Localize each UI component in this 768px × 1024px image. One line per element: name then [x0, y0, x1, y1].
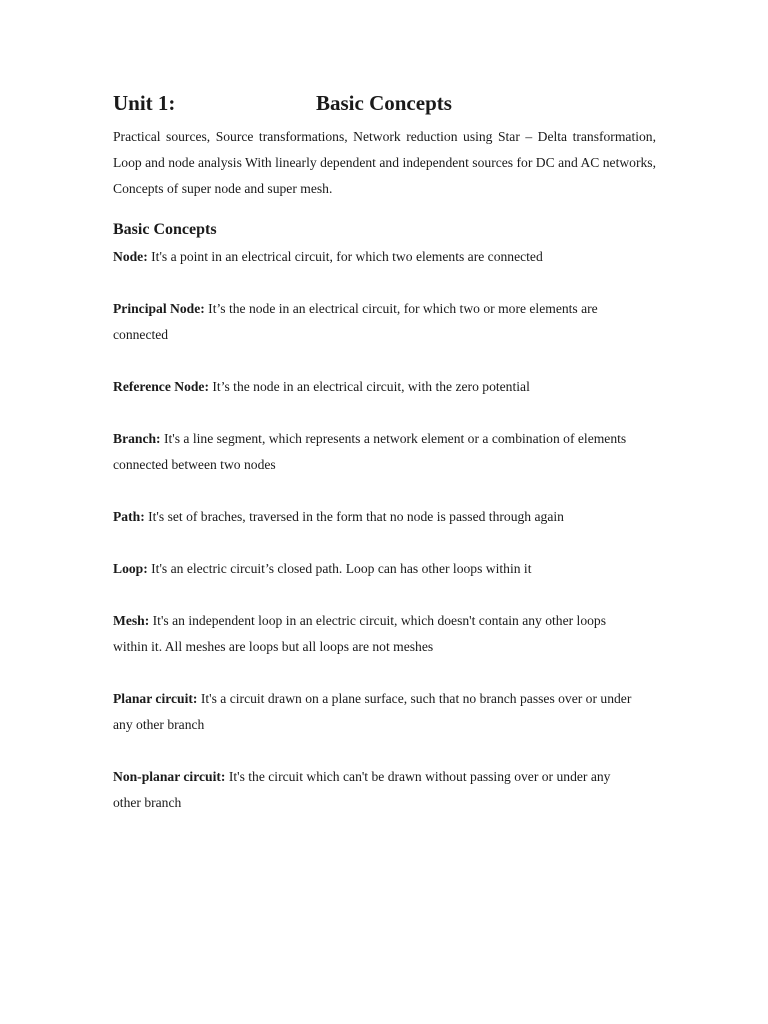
definition-mesh [113, 608, 633, 660]
definition-text: It's a line segment, which represents a network element or a combination of elements connected between two nodes [113, 431, 627, 472]
definition-term: Node: [113, 249, 148, 264]
definition-path [113, 504, 633, 530]
definition-term: Branch: [113, 431, 161, 446]
definition-term: Non-planar circuit: [113, 769, 226, 784]
unit-heading [113, 88, 656, 122]
definition-text: It’s the node in an electrical circuit, with the zero potential [212, 379, 530, 394]
definition-text: It's an independent loop in an electric circuit, which doesn't contain any other loops within it. All meshes are loops but all loops are not meshes [113, 613, 607, 654]
definition-loop [113, 556, 633, 582]
section-heading: Basic Concepts [113, 221, 217, 238]
definition-non-planar-circuit [113, 764, 633, 816]
unit-title: Basic Concepts [316, 91, 452, 115]
definition-term: Reference Node: [113, 379, 209, 394]
definition-reference-node [113, 374, 633, 400]
definition-term: Planar circuit: [113, 691, 198, 706]
definition-node [113, 244, 633, 270]
definition-term: Path: [113, 509, 145, 524]
intro-paragraph: Practical sources, Source transformations, Network reduction using Star – Delta transformation, Loop and node analysis With linearly dependent and independent sources for DC and AC networks, Concepts of super node and super mesh. [113, 129, 656, 196]
definition-text: It's set of braches, traversed in the form that no node is passed through again [148, 509, 564, 524]
definition-term: Loop: [113, 561, 148, 576]
definition-term: Mesh: [113, 613, 150, 628]
definition-term: Principal Node: [113, 301, 205, 316]
unit-label: Unit 1: [113, 91, 176, 115]
definition-text: It's an electric circuit’s closed path. Loop can has other loops within it [151, 561, 532, 576]
definition-list [113, 244, 633, 816]
document-page [113, 88, 656, 842]
definition-text: It's a point in an electrical circuit, for which two elements are connected [151, 249, 543, 264]
definition-principal-node [113, 296, 633, 348]
definition-text: It’s the node in an electrical circuit, for which two or more elements are connected [113, 301, 598, 342]
definition-text: It's a circuit drawn on a plane surface, such that no branch passes over or under any other branch [113, 691, 632, 732]
definition-branch [113, 426, 633, 478]
definition-text: It's the circuit which can't be drawn without passing over or under any other branch [113, 769, 611, 810]
definition-planar-circuit [113, 686, 633, 738]
